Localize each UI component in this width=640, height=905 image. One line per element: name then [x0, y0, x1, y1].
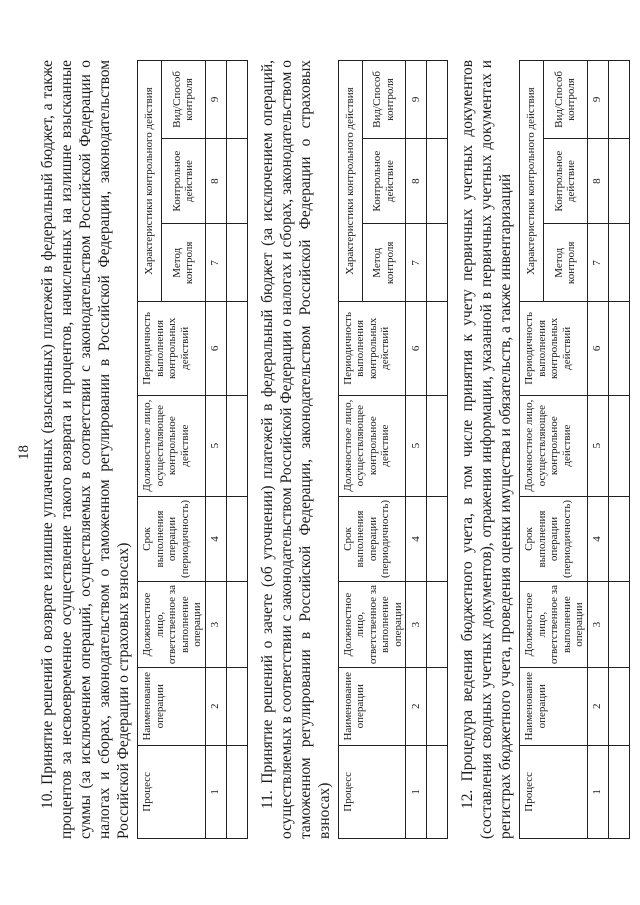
header-process: Процесс — [520, 745, 588, 838]
column-number: 8 — [406, 138, 427, 224]
column-number: 1 — [205, 745, 226, 838]
header-control-type: Вид/Способ контроля — [162, 61, 205, 139]
column-number: 1 — [406, 745, 427, 838]
header-operation-name: Наименование операции — [338, 667, 406, 745]
table-cell — [226, 667, 247, 745]
header-deadline: Срок выполнения операции (периодичность) — [520, 496, 588, 582]
section-11 — [258, 60, 449, 839]
column-number: 5 — [406, 395, 427, 496]
table-row — [427, 61, 448, 839]
table-cell — [427, 302, 448, 395]
table-cell — [226, 745, 247, 838]
table-row — [608, 61, 629, 839]
table-cell — [608, 667, 629, 745]
section-heading: 12. Процедура ведения бюджетного учета, в том числе принятия к учету первичных учетных документов (составления сводных учетных документов), отражения информации, указанной в первичных учетных документах и регистрах бюджетного учета, проведения оценки имущества и обязательств, а также инвентаризаций — [459, 60, 514, 839]
column-number: 2 — [205, 667, 226, 745]
table-cell — [608, 395, 629, 496]
table-cell — [608, 496, 629, 582]
header-method: Метод контроля — [544, 224, 587, 302]
column-number: 6 — [587, 302, 608, 395]
table-cell — [427, 582, 448, 668]
table-cell — [608, 138, 629, 224]
column-number: 3 — [587, 582, 608, 668]
header-responsible-person: Должностное лицо, ответственное за выполнение операции — [520, 582, 588, 668]
column-number: 9 — [406, 61, 427, 139]
header-characteristics: Характеристики контрольного действия — [520, 61, 544, 302]
table-cell — [427, 395, 448, 496]
column-number: 1 — [587, 745, 608, 838]
table-cell — [226, 138, 247, 224]
table-cell — [608, 302, 629, 395]
header-deadline: Срок выполнения операции (периодичность) — [338, 496, 406, 582]
header-controlling-person: Должностное лицо, осуществляющее контрольное действие — [138, 395, 206, 496]
column-number: 2 — [406, 667, 427, 745]
table-cell — [427, 138, 448, 224]
header-control-action: Контрольное действие — [544, 138, 587, 224]
header-control-type: Вид/Способ контроля — [544, 61, 587, 139]
header-periodicity: Периодичность выполнения контрольных действий — [138, 302, 206, 395]
section-12 — [458, 60, 630, 839]
table-cell — [226, 496, 247, 582]
column-number: 8 — [205, 138, 226, 224]
header-operation-name: Наименование операции — [138, 667, 206, 745]
header-characteristics: Характеристики контрольного действия — [138, 61, 162, 302]
column-number: 4 — [205, 496, 226, 582]
header-periodicity: Периодичность выполнения контрольных действий — [338, 302, 406, 395]
column-number: 4 — [587, 496, 608, 582]
column-number: 5 — [205, 395, 226, 496]
header-control-action: Контрольное действие — [362, 138, 405, 224]
column-number: 7 — [587, 224, 608, 302]
header-control-type: Вид/Способ контроля — [362, 61, 405, 139]
column-number: 6 — [406, 302, 427, 395]
table-cell — [427, 745, 448, 838]
control-table — [137, 60, 248, 839]
column-number: 3 — [406, 582, 427, 668]
section-heading: 11. Принятие решений о зачете (об уточнении) платежей в федеральный бюджет (за исключением операций, осуществляемых в соответствии с законодательством Российской Федерации о налогах и сборах, законодательством о таможенном регулировании в Российской Федерации, законодательством Российской Федерации о страховых взносах) — [258, 60, 333, 839]
column-number: 7 — [205, 224, 226, 302]
table-row — [226, 61, 247, 839]
control-table — [338, 60, 449, 839]
table-cell — [226, 224, 247, 302]
table-cell — [427, 667, 448, 745]
table-cell — [226, 61, 247, 139]
table-cell — [226, 395, 247, 496]
column-number: 7 — [406, 224, 427, 302]
column-number: 9 — [205, 61, 226, 139]
header-process: Процесс — [138, 745, 206, 838]
control-table — [519, 60, 630, 839]
header-controlling-person: Должностное лицо, осуществляющее контрольное действие — [520, 395, 588, 496]
header-periodicity: Периодичность выполнения контрольных действий — [520, 302, 588, 395]
header-process: Процесс — [338, 745, 406, 838]
table-cell — [608, 745, 629, 838]
section-heading: 10. Принятие решений о возврате излишне уплаченных (взысканных) платежей в федеральный бюджет, а также процентов за несвоевременное осуществление такого возврата и процентов, начисленных на излишне взысканные суммы (за исключением операций, осуществляемых в соответствии с законодательством Российской Федерации о налогах и сборах, законодательством о таможенном регулировании в Российской Федерации, законодательством Российской Федерации о страховых взносах) — [39, 60, 132, 839]
column-number: 3 — [205, 582, 226, 668]
header-responsible-person: Должностное лицо, ответственное за выполнение операции — [338, 582, 406, 668]
column-number: 4 — [406, 496, 427, 582]
table-cell — [226, 582, 247, 668]
page-number: 18 — [16, 445, 32, 460]
table-cell — [608, 61, 629, 139]
header-deadline: Срок выполнения операции (периодичность) — [138, 496, 206, 582]
column-number: 8 — [587, 138, 608, 224]
table-cell — [608, 224, 629, 302]
column-number: 6 — [205, 302, 226, 395]
table-cell — [427, 496, 448, 582]
section-10 — [38, 60, 248, 839]
table-cell — [427, 61, 448, 139]
table-cell — [226, 302, 247, 395]
header-controlling-person: Должностное лицо, осуществляющее контрольное действие — [338, 395, 406, 496]
column-number: 5 — [587, 395, 608, 496]
header-method: Метод контроля — [162, 224, 205, 302]
table-cell — [427, 224, 448, 302]
header-method: Метод контроля — [362, 224, 405, 302]
header-operation-name: Наименование операции — [520, 667, 588, 745]
column-number: 2 — [587, 667, 608, 745]
header-characteristics: Характеристики контрольного действия — [338, 61, 362, 302]
column-number: 9 — [587, 61, 608, 139]
header-control-action: Контрольное действие — [162, 138, 205, 224]
table-cell — [608, 582, 629, 668]
header-responsible-person: Должностное лицо, ответственное за выполнение операции — [138, 582, 206, 668]
